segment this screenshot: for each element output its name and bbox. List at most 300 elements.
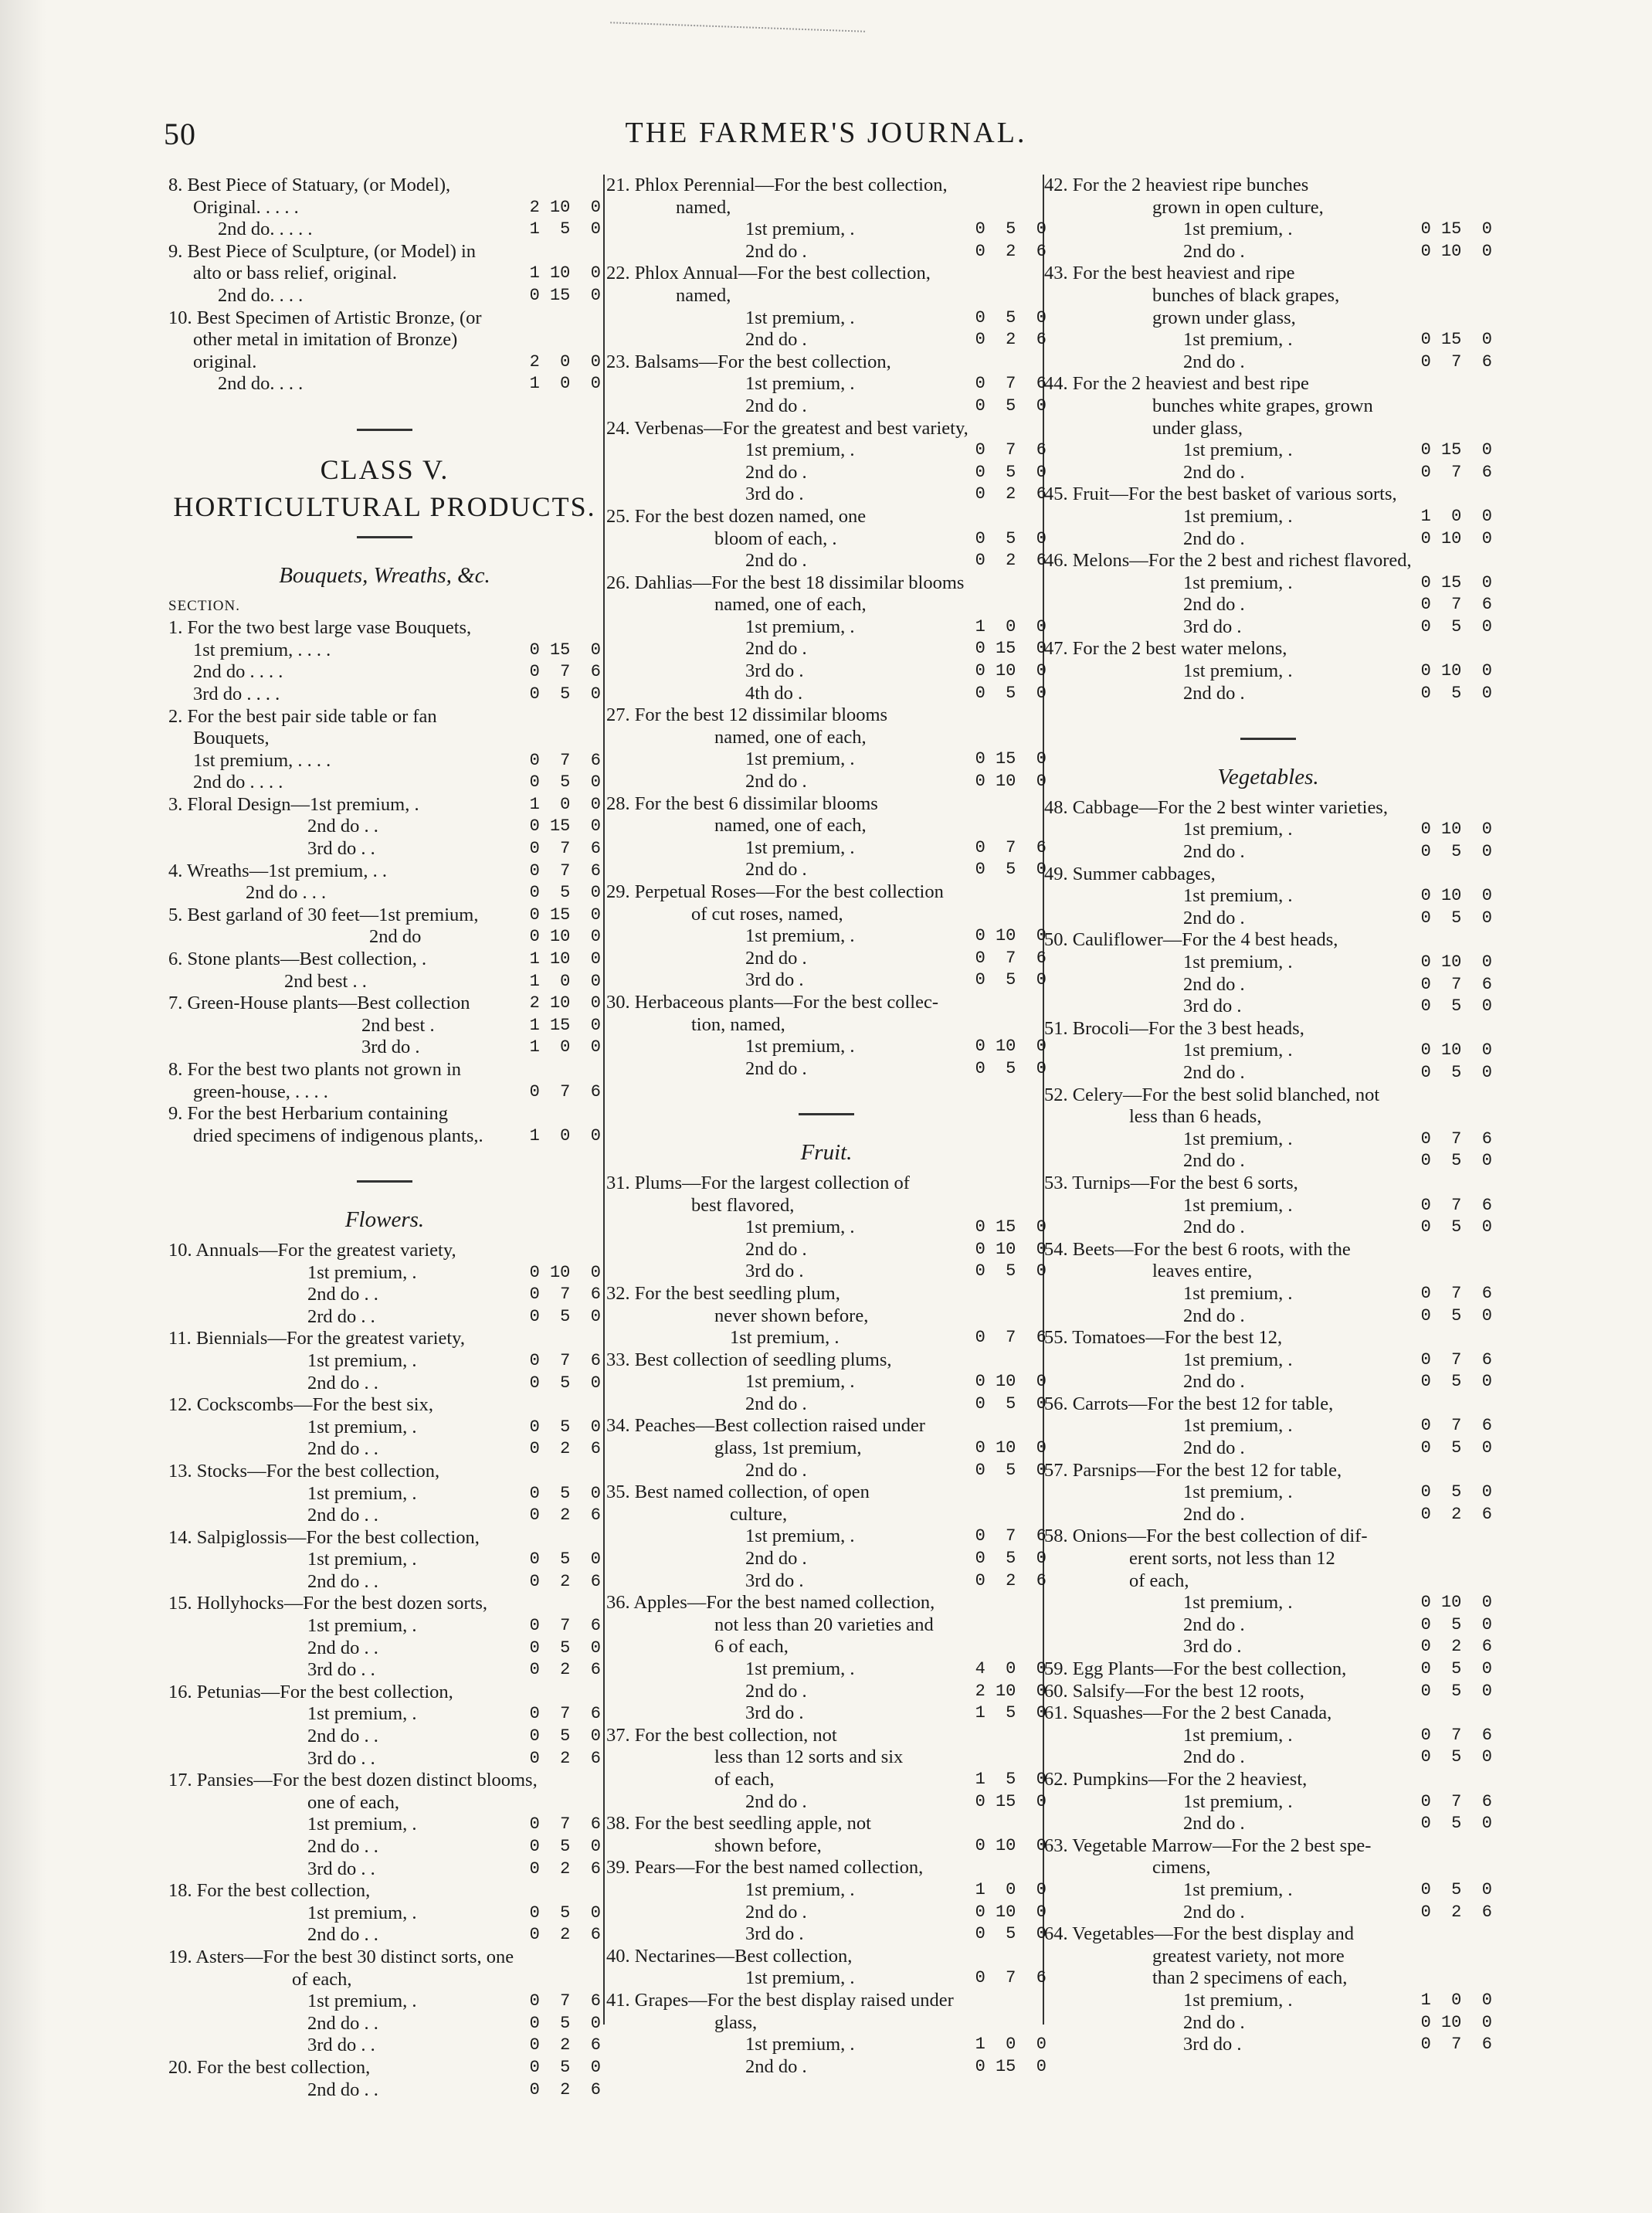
prize-amount: 0 5 0: [1420, 996, 1492, 1017]
prize-amount: 0 5 0: [529, 1373, 601, 1393]
prize-description: 1st premium, .: [745, 837, 855, 858]
prize-line: [1044, 175, 1492, 197]
prize-line: [1044, 373, 1492, 395]
prize-line: [1044, 1371, 1492, 1393]
prize-line: [168, 750, 601, 772]
prize-description: cimens,: [1152, 1857, 1211, 1879]
prize-line: [168, 1262, 601, 1285]
prize-amount: 0 5 0: [529, 772, 601, 793]
prize-amount: 0 7 6: [1420, 1129, 1492, 1149]
prize-description: 2. For the best pair side table or fan: [168, 705, 437, 727]
prize-amount: 0 7 6: [529, 860, 601, 881]
subsection-heading: Flowers.: [344, 1207, 425, 1232]
prize-line: [1044, 484, 1492, 506]
prize-amount: 0 5 0: [529, 1417, 601, 1437]
prize-description: 48. Cabbage—For the 2 best winter varieties,: [1044, 796, 1388, 818]
prize-line: [168, 1527, 601, 1549]
prize-line: [168, 2079, 601, 2102]
prize-amount: 0 5 0: [975, 307, 1046, 328]
prize-amount: 0 7 6: [529, 1081, 601, 1101]
prize-line: [1044, 1040, 1492, 1062]
prize-line: [1044, 418, 1492, 440]
prize-description: 2nd best .: [361, 1014, 435, 1036]
prize-description: 3rd do .: [745, 660, 804, 682]
prize-amount: 0 7 6: [529, 1285, 601, 1305]
prize-line: [1044, 1879, 1492, 1902]
prize-line: [606, 1548, 1046, 1570]
prize-line: [1044, 550, 1492, 572]
prize-description: 1st premium, .: [307, 1549, 417, 1570]
prize-line: [606, 1857, 1046, 1879]
prize-description: original.: [193, 351, 257, 372]
prize-line: [168, 1037, 601, 1059]
prize-amount: 0 5 0: [975, 1460, 1046, 1480]
prize-line: [606, 1437, 1046, 1460]
prize-amount: 2 10 0: [529, 197, 601, 217]
page-number: 50: [164, 117, 196, 151]
prize-description: 4th do .: [745, 682, 803, 704]
prize-line: [606, 948, 1046, 970]
prize-description: 1st premium, .: [1183, 505, 1293, 527]
prize-line: [606, 1990, 1046, 2012]
prize-description: 3rd do .: [745, 1570, 804, 1591]
prize-amount: 0 7 6: [975, 1328, 1046, 1348]
prize-line: [1044, 1415, 1492, 1437]
prize-line: [606, 1504, 1046, 1526]
prize-line: [1044, 2012, 1492, 2035]
prize-line: [1044, 1636, 1492, 1658]
prize-description: 44. For the 2 heaviest and best ripe: [1044, 373, 1309, 395]
prize-description: 2nd do .: [745, 859, 807, 881]
prize-line: [606, 219, 1046, 241]
prize-amount: 0 5 0: [975, 395, 1046, 416]
prize-amount: 0 2 6: [529, 1571, 601, 1591]
prize-description: 2nd do .: [745, 1548, 807, 1570]
prize-description: 1st premium, .: [307, 1482, 417, 1504]
prize-description: of each,: [714, 1768, 775, 1790]
prize-amount: 0 5 0: [1420, 1681, 1492, 1701]
prize-amount: 0 5 0: [1420, 1482, 1492, 1502]
prize-line: [606, 1636, 1046, 1658]
prize-line: [168, 263, 601, 285]
prize-line: [168, 816, 601, 838]
prize-amount: 0 15 0: [529, 640, 601, 660]
prize-amount: 0 7 6: [1420, 974, 1492, 994]
prize-description: 42. For the 2 heaviest ripe bunches: [1044, 175, 1309, 195]
prize-line: [606, 837, 1046, 860]
prize-line: [606, 263, 1046, 285]
prize-description: 1st premium, .: [1183, 1282, 1293, 1304]
prize-description: 11. Biennials—For the greatest variety,: [168, 1328, 465, 1349]
prize-amount: 0 7 6: [529, 662, 601, 682]
prize-amount: 0 7 6: [1420, 1791, 1492, 1811]
prize-amount: 0 15 0: [1420, 572, 1492, 592]
prize-line: [168, 617, 601, 640]
prize-line: [606, 616, 1046, 639]
prize-description: leaves entire,: [1152, 1261, 1253, 1282]
prize-description: 2nd do .: [745, 461, 807, 483]
prize-line: [606, 969, 1046, 992]
prize-amount: 1 5 0: [975, 1769, 1046, 1789]
prize-line: [1044, 660, 1492, 683]
prize-line: [1044, 1702, 1492, 1725]
prize-line: [1044, 1990, 1492, 2012]
prize-description: 2nd do . .: [307, 1505, 378, 1526]
prize-amount: 0 7 6: [975, 948, 1046, 968]
prize-amount: 0 7 6: [975, 837, 1046, 857]
prize-description: 33. Best collection of seedling plums,: [606, 1349, 892, 1370]
prize-line: [168, 1306, 601, 1329]
prize-line: [1044, 1482, 1492, 1504]
prize-description: glass, 1st premium,: [714, 1437, 862, 1459]
prize-description: 14. Salpiglossis—For the best collection,: [168, 1526, 480, 1548]
prize-line: [606, 506, 1046, 528]
prize-description: tion, named,: [691, 1013, 785, 1035]
prize-line: [1044, 1725, 1492, 1747]
prize-description: 1st premium, .: [745, 1967, 855, 1989]
prize-line: [1044, 1902, 1492, 1924]
prize-line: [1044, 197, 1492, 219]
prize-amount: 0 7 6: [975, 374, 1046, 394]
prize-description: 2nd do .: [745, 329, 807, 351]
prize-description: 54. Beets—For the best 6 roots, with the: [1044, 1238, 1351, 1260]
prize-line: [606, 550, 1046, 572]
prize-description: 2nd do .: [1183, 1061, 1245, 1083]
prize-line: [1044, 1681, 1492, 1703]
prize-description: 2nd do .: [745, 240, 807, 262]
prize-line: [168, 1858, 601, 1881]
prize-description: 38. For the best seedling apple, not: [606, 1813, 871, 1835]
prize-description: one of each,: [307, 1791, 400, 1813]
prize-description: grown in open culture,: [1152, 196, 1324, 218]
prize-amount: 0 7 6: [529, 1814, 601, 1835]
prize-line: [1044, 1967, 1492, 1990]
prize-description: 2nd do .: [1183, 461, 1245, 483]
prize-line: [606, 1967, 1046, 1990]
prize-description: of cut roses, named,: [691, 903, 843, 925]
prize-description: 2nd do . .: [307, 1836, 378, 1857]
prize-line: [1044, 351, 1492, 374]
prize-line: [1044, 929, 1492, 952]
prize-description: 1st premium, .: [745, 1036, 855, 1057]
prize-amount: 0 15 0: [975, 2056, 1046, 2076]
prize-amount: 0 7 6: [1420, 595, 1492, 615]
prize-line: [1044, 952, 1492, 974]
prize-description: 2nd do .: [1183, 1746, 1245, 1768]
subsection-heading: Fruit.: [800, 1139, 853, 1165]
prize-amount: 0 5 0: [529, 2057, 601, 2077]
prize-description: 2nd do .: [745, 771, 807, 793]
prize-line: [606, 683, 1046, 705]
prize-description: 1st premium, . . . .: [193, 639, 331, 660]
prize-description: 2nd do .: [1183, 907, 1245, 928]
prize-description: 55. Tomatoes—For the best 12,: [1044, 1327, 1283, 1349]
prize-description: 2nd do .: [745, 2055, 807, 2077]
prize-line: [606, 594, 1046, 616]
running-title: THE FARMER'S JOURNAL.: [625, 117, 1027, 149]
prize-description: 1st premium, .: [1183, 440, 1293, 461]
prize-description: 3rd do .: [1183, 616, 1242, 637]
prize-amount: 0 10 0: [1420, 1040, 1492, 1061]
prize-description: erent sorts, not less than 12: [1129, 1548, 1335, 1570]
prize-description: other metal in imitation of Bronze): [193, 329, 458, 351]
prize-description: 2nd do . .: [307, 1924, 378, 1946]
prize-line: [168, 197, 601, 219]
prize-description: 27. For the best 12 dissimilar blooms: [606, 704, 888, 726]
prize-line: [606, 241, 1046, 263]
prize-description: 1st premium, .: [745, 616, 855, 637]
prize-line: [606, 881, 1046, 904]
prize-line: [168, 1081, 601, 1104]
prize-line: [606, 395, 1046, 418]
prize-amount: 0 5 0: [975, 1058, 1046, 1078]
prize-amount: 0 5 0: [1420, 1614, 1492, 1634]
prize-line: [606, 1283, 1046, 1305]
prize-description: bunches of black grapes,: [1152, 284, 1340, 306]
prize-line: [168, 1394, 601, 1417]
prize-description: 1st premium, .: [1183, 219, 1293, 240]
prize-line: [606, 1791, 1046, 1814]
prize-description: grown under glass,: [1152, 307, 1296, 328]
prize-description: 1st premium, .: [1183, 1879, 1293, 1900]
prize-description: under glass,: [1152, 417, 1243, 439]
class-heading: CLASS V.: [320, 453, 449, 485]
prize-line: [1044, 1084, 1492, 1107]
prize-description: 1st premium, .: [745, 2034, 855, 2055]
prize-description: 1st premium, .: [1183, 1592, 1293, 1614]
prize-line: [1044, 395, 1492, 418]
prize-amount: 0 10 0: [1420, 2012, 1492, 2032]
prize-amount: 0 5 0: [1420, 1879, 1492, 1899]
prize-amount: 0 10 0: [975, 1372, 1046, 1392]
prize-line: [606, 2056, 1046, 2079]
prize-line: [1044, 683, 1492, 705]
prize-amount: 0 5 0: [975, 1549, 1046, 1569]
prize-line: [606, 638, 1046, 660]
prize-description: 52. Celery—For the best solid blanched, not: [1044, 1084, 1380, 1105]
prize-line: [606, 1746, 1046, 1769]
prize-line: [168, 838, 601, 860]
prize-line: [606, 1614, 1046, 1637]
prize-line: [1044, 1526, 1492, 1548]
prize-line: [168, 905, 601, 927]
prize-description: 2nd do .: [1183, 1503, 1245, 1525]
prize-amount: 0 5 0: [1420, 1438, 1492, 1458]
prize-description: 1st premium, .: [307, 1703, 417, 1725]
prize-amount: 0 2 6: [529, 2079, 601, 2099]
prize-amount: 0 10 0: [975, 1902, 1046, 1922]
prize-line: [1044, 1106, 1492, 1129]
prize-line: [606, 1526, 1046, 1548]
prize-line: [606, 1217, 1046, 1239]
prize-amount: 0 15 0: [1420, 330, 1492, 350]
prize-description: 2nd do . .: [307, 1438, 378, 1460]
prize-description: 2nd do. . . . .: [218, 219, 313, 240]
prize-line: [1044, 1504, 1492, 1526]
prize-description: 2nd do . . .: [246, 882, 327, 904]
prize-description: 20. For the best collection,: [168, 2056, 371, 2078]
prize-line: [1044, 996, 1492, 1018]
prize-amount: 1 0 0: [1420, 1990, 1492, 2010]
prize-description: 1st premium, .: [1183, 1349, 1293, 1370]
prize-description: 2nd do .: [1183, 351, 1245, 372]
prize-amount: 0 10 0: [975, 1239, 1046, 1259]
prize-line: [1044, 1305, 1492, 1328]
prize-line: [168, 1947, 601, 1969]
prize-description: 1st premium, .: [745, 1217, 855, 1238]
prize-description: 1st premium, .: [307, 1814, 417, 1835]
prize-description: 1st premium, .: [1183, 1128, 1293, 1149]
prize-line: [606, 1658, 1046, 1681]
prize-amount: 0 10 0: [975, 661, 1046, 681]
prize-description: 2nd do .: [745, 1393, 807, 1414]
prize-description: 2nd do .: [1183, 240, 1245, 262]
prize-amount: 0 7 6: [1420, 1416, 1492, 1436]
prize-description: 57. Parsnips—For the best 12 for table,: [1044, 1459, 1342, 1481]
prize-line: [168, 728, 601, 750]
prize-line: [1044, 1393, 1492, 1416]
prize-line: [168, 1505, 601, 1527]
prize-description: of each,: [292, 1968, 352, 1990]
prize-amount: 0 10 0: [1420, 528, 1492, 548]
prize-line: [606, 1371, 1046, 1393]
prize-line: [1044, 864, 1492, 886]
prize-description: 1st premium, .: [1183, 819, 1293, 840]
prize-description: 63. Vegetable Marrow—For the 2 best spe-: [1044, 1835, 1372, 1856]
prize-description: 34. Peaches—Best collection raised under: [606, 1415, 925, 1437]
prize-description: 3rd do .: [745, 484, 804, 505]
prize-description: 1st premium, .: [745, 307, 855, 328]
prize-amount: 0 15 0: [975, 639, 1046, 659]
prize-amount: 0 7 6: [975, 1968, 1046, 1988]
prize-line: [168, 993, 601, 1015]
prize-line: [606, 2012, 1046, 2035]
prize-amount: 0 10 0: [1420, 241, 1492, 261]
prize-line: [168, 1682, 601, 1704]
prize-description: 13. Stocks—For the best collection,: [168, 1460, 440, 1482]
prize-line: [606, 285, 1046, 307]
prize-amount: 0 7 6: [529, 1704, 601, 1724]
prize-description: 1st premium, .: [745, 925, 855, 947]
prize-line: [606, 992, 1046, 1014]
prize-description: 2nd do . .: [307, 816, 378, 837]
spacer: [168, 395, 601, 418]
prize-amount: 0 5 0: [529, 1483, 601, 1503]
prize-description: 2nd do: [369, 926, 422, 948]
prize-line: [168, 1770, 601, 1792]
prize-line: [168, 1814, 601, 1836]
prize-description: 2nd do .: [1183, 2011, 1245, 2033]
prize-line: [1044, 1813, 1492, 1835]
prize-description: of each,: [1129, 1570, 1189, 1591]
prize-amount: 0 10 0: [975, 1438, 1046, 1458]
prize-description: 29. Perpetual Roses—For the best collection: [606, 881, 944, 902]
prize-line: [168, 684, 601, 706]
prize-line: [168, 794, 601, 816]
prize-description: 26. Dahlias—For the best 18 dissimilar blooms: [606, 572, 965, 593]
prize-line: [606, 1923, 1046, 1946]
prize-line: [168, 1284, 601, 1306]
prize-description: 2nd do .: [745, 947, 807, 969]
prize-amount: 1 15 0: [529, 1015, 601, 1035]
prize-line: [1044, 1217, 1492, 1239]
prize-line: [606, 1014, 1046, 1037]
prize-amount: 0 2 6: [1420, 1504, 1492, 1524]
prize-amount: 1 0 0: [529, 1037, 601, 1057]
prize-description: 1st premium, .: [1183, 952, 1293, 972]
prize-line: [1044, 1261, 1492, 1283]
column-2: [606, 175, 1046, 2078]
prize-description: 60. Salsify—For the best 12 roots,: [1044, 1680, 1304, 1702]
prize-description: 10. Best Specimen of Artistic Bronze, (or: [168, 307, 482, 328]
prize-amount: 0 7 6: [529, 1616, 601, 1636]
prize-amount: 0 7 6: [529, 1991, 601, 2011]
prize-amount: 0 5 0: [529, 1902, 601, 1923]
prize-description: 1st premium, .: [730, 1327, 840, 1349]
prize-amount: 1 0 0: [529, 971, 601, 991]
prize-line: [606, 1592, 1046, 1614]
prize-line: [168, 1659, 601, 1682]
prize-amount: 0 10 0: [529, 1262, 601, 1282]
prize-line: [1044, 819, 1492, 841]
prize-line: [1044, 1570, 1492, 1593]
prize-line: [1044, 638, 1492, 660]
prize-line: [606, 528, 1046, 551]
prize-amount: 0 2 6: [529, 1858, 601, 1879]
prize-amount: 0 2 6: [975, 330, 1046, 350]
prize-amount: 0 5 0: [975, 1261, 1046, 1281]
prize-amount: 0 5 0: [1420, 908, 1492, 928]
prize-description: 40. Nectarines—Best collection,: [606, 1945, 853, 1967]
prize-description: 2nd do . . . .: [193, 661, 283, 683]
prize-amount: 0 7 6: [1420, 462, 1492, 482]
prize-description: 2nd do . .: [307, 1570, 378, 1592]
prize-description: 3rd do . . . .: [193, 683, 280, 704]
prize-description: 2nd do .: [745, 395, 807, 416]
prize-amount: 0 7 6: [975, 1526, 1046, 1546]
prize-description: 1st premium, .: [745, 1371, 855, 1393]
prize-description: 36. Apples—For the best named collection,: [606, 1592, 935, 1614]
prize-description: 9. For the best Herbarium containing: [168, 1103, 448, 1125]
prize-line: [1044, 1437, 1492, 1460]
prize-description: 4. Wreaths—1st premium, . .: [168, 860, 387, 881]
prize-line: [168, 329, 601, 351]
prize-description: glass,: [714, 2011, 758, 2033]
prize-description: greatest variety, not more: [1152, 1945, 1345, 1967]
prize-description: 3. Floral Design—1st premium, .: [168, 793, 419, 815]
subsection-heading: Vegetables.: [1217, 764, 1319, 789]
prize-line: [606, 1393, 1046, 1416]
prize-line: [1044, 1283, 1492, 1305]
prize-line: [606, 1460, 1046, 1482]
prize-description: 1st premium, .: [307, 1902, 417, 1923]
prize-description: 2nd do .: [745, 1680, 807, 1702]
prize-amount: 0 2 6: [1420, 1637, 1492, 1657]
prize-description: 1st premium, .: [1183, 660, 1293, 682]
prize-line: [168, 2057, 601, 2079]
prize-line: [606, 572, 1046, 595]
section-rule: [357, 536, 412, 538]
prize-description: 3rd do .: [1183, 1636, 1242, 1658]
prize-description: 2nd do .: [1183, 528, 1245, 549]
prize-amount: 1 10 0: [529, 263, 601, 283]
prize-line: [168, 1350, 601, 1373]
prize-amount: 0 5 0: [1420, 1062, 1492, 1082]
section-rule: [1240, 738, 1296, 740]
prize-line: [168, 971, 601, 993]
prize-line: [1044, 528, 1492, 551]
prize-line: [606, 462, 1046, 484]
